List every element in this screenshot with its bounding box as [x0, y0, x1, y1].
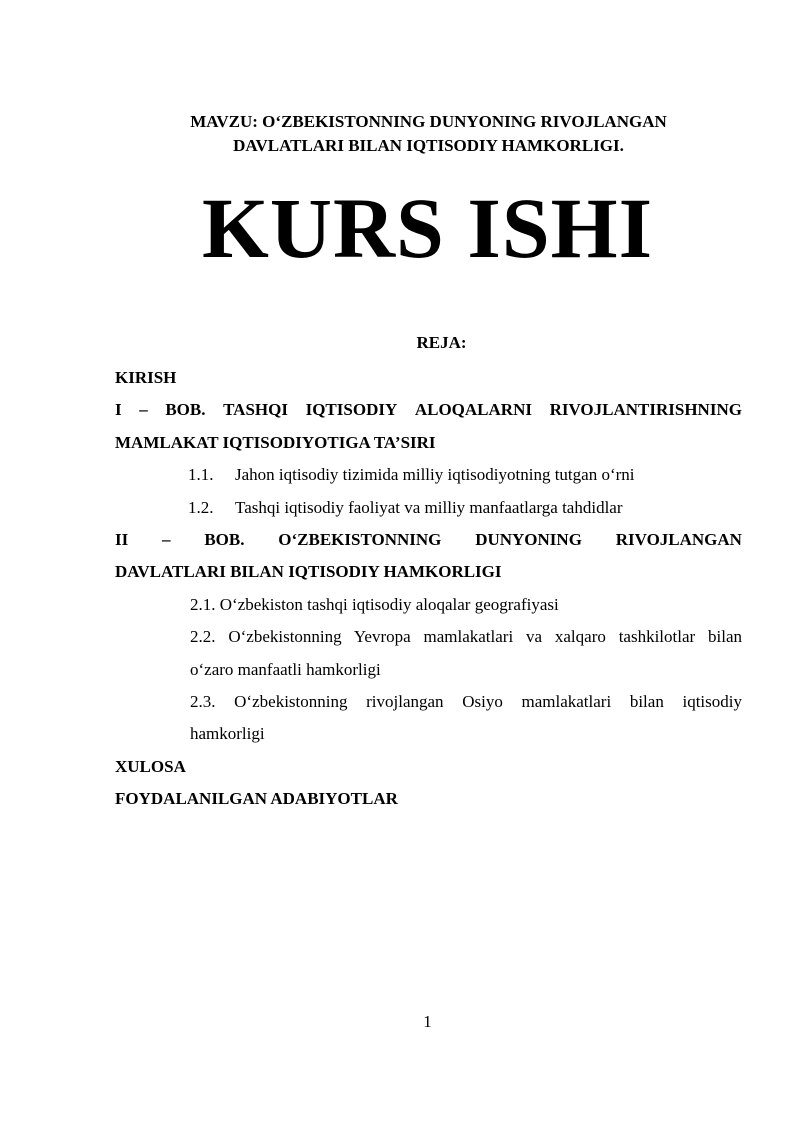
word: –	[162, 530, 171, 550]
word: I	[115, 400, 122, 420]
word: RIVOJLANGAN	[615, 530, 742, 550]
plan-heading: REJA:	[416, 333, 467, 352]
topic-line-2: DAVLATLARI BILAN IQTISODIY HAMKORLIGI.	[233, 136, 624, 155]
toc-chapter-2-line-1	[115, 524, 742, 556]
word: O‘ZBEKISTONNING	[278, 530, 442, 550]
toc-section-2-2	[115, 621, 742, 686]
toc-section-2-3	[115, 686, 742, 751]
section-line-2: o‘zaro manfaatli hamkorligi	[190, 659, 381, 679]
word: ALOQALARNI	[414, 400, 532, 420]
word: II	[115, 530, 129, 550]
section-title: Jahon iqtisodiy tizimida milliy iqtisodiyotning tutgan o‘rni	[235, 465, 635, 485]
word: –	[139, 400, 148, 420]
section-line-1: 2.2. O‘zbekistonning Yevropa mamlakatlari va xalqaro tashkilotlar bilan	[190, 627, 742, 647]
toc-section-1-2	[115, 492, 742, 524]
page-number: 1	[423, 1012, 432, 1031]
section-title: Tashqi iqtisodiy faoliyat va milliy manfaatlarga tahdidlar	[235, 497, 623, 517]
toc-section-1-1	[115, 459, 742, 491]
section-number: 1.2.	[188, 497, 214, 517]
section-line-2: hamkorligi	[190, 724, 265, 744]
toc-conclusion: XULOSA	[115, 756, 186, 776]
word: DUNYONING	[475, 530, 582, 550]
word: BOB.	[165, 400, 206, 420]
topic-heading	[115, 110, 742, 158]
toc-chapter-1-line-2: MAMLAKAT IQTISODIYOTIGA TA’SIRI	[115, 432, 436, 452]
word: TASHQI	[223, 400, 288, 420]
word: RIVOJLANTIRISHNING	[549, 400, 742, 420]
word: BOB.	[204, 530, 245, 550]
section-number: 1.1.	[188, 465, 214, 485]
section-line-1: 2.3. O‘zbekistonning rivojlangan Osiyo mamlakatlari bilan iqtisodiy	[190, 692, 742, 712]
toc-chapter-1-line-1	[115, 394, 742, 426]
toc-references: FOYDALANILGAN ADABIYOTLAR	[115, 789, 398, 809]
toc-chapter-2-line-2: DAVLATLARI BILAN IQTISODIY HAMKORLIGI	[115, 562, 502, 582]
toc-intro: KIRISH	[115, 368, 177, 387]
table-of-contents	[115, 362, 742, 816]
word: IQTISODIY	[305, 400, 398, 420]
document-title: KURS ISHI	[201, 180, 654, 276]
topic-line-1: MAVZU: O‘ZBEKISTONNING DUNYONING RIVOJLANGAN	[190, 112, 667, 131]
toc-section-2-1: 2.1. O‘zbekiston tashqi iqtisodiy aloqalar geografiyasi	[190, 594, 559, 614]
